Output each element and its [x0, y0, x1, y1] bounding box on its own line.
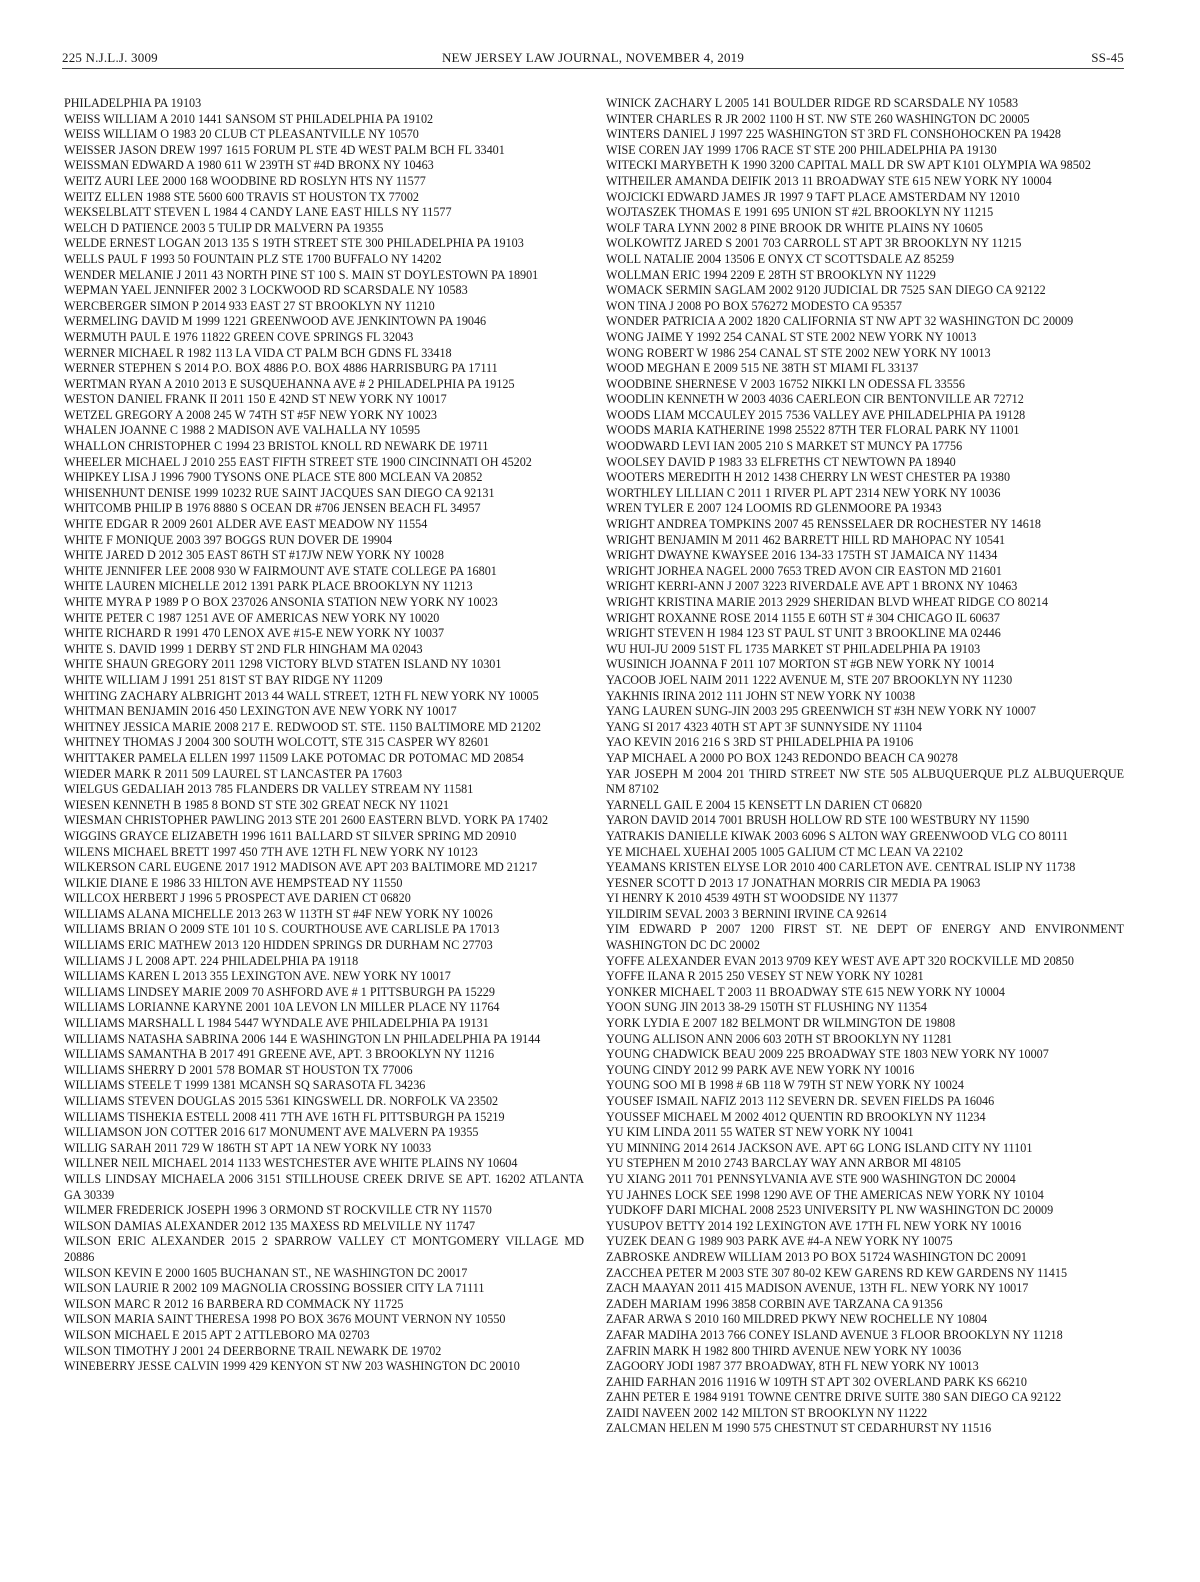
attorney-entry: WILLIAMS SHERRY D 2001 578 BOMAR ST HOUSTON TX 77006 — [64, 1062, 413, 1077]
attorney-entry: YATRAKIS DANIELLE KIWAK 2003 6096 S ALTON WAY GREENWOOD VLG CO 80111 — [606, 828, 1069, 843]
attorney-entry: WOLF TARA LYNN 2002 8 PINE BROOK DR WHITE PLAINS NY 10605 — [606, 220, 983, 235]
attorney-entry: YILDIRIM SEVAL 2003 3 BERNINI IRVINE CA 92614 — [606, 906, 887, 921]
attorney-entry: WITHEILER AMANDA DEIFIK 2013 11 BROADWAY STE 615 NEW YORK NY 10004 — [606, 173, 1052, 188]
attorney-entry: WETZEL GREGORY A 2008 245 W 74TH ST #5F NEW YORK NY 10023 — [64, 407, 437, 422]
attorney-entry: ZAHID FARHAN 2016 11916 W 109TH ST APT 302 OVERLAND PARK KS 66210 — [606, 1374, 1027, 1389]
attorney-entry: WOODBINE SHERNESE V 2003 16752 NIKKI LN ODESSA FL 33556 — [606, 376, 965, 391]
attorney-entry: YESNER SCOTT D 2013 17 JONATHAN MORRIS CIR MEDIA PA 19063 — [606, 875, 981, 890]
attorney-entry: WILSON LAURIE R 2002 109 MAGNOLIA CROSSING BOSSIER CITY LA 71111 — [64, 1281, 485, 1296]
attorney-entry: WILSON ERIC ALEXANDER 2015 2 SPARROW VALLEY CT MONTGOMERY VILLAGE MD 20886 — [64, 1234, 584, 1264]
attorney-entry: WHITNEY THOMAS J 2004 300 SOUTH WOLCOTT, STE 315 CASPER WY 82601 — [64, 735, 490, 750]
attorney-entry: WRIGHT BENJAMIN M 2011 462 BARRETT HILL RD MAHOPAC NY 10541 — [606, 532, 1006, 547]
attorney-entry: WOOD MEGHAN E 2009 515 NE 38TH ST MIAMI FL 33137 — [606, 361, 919, 376]
attorney-entry: WIELGUS GEDALIAH 2013 785 FLANDERS DR VALLEY STREAM NY 11581 — [64, 782, 474, 797]
attorney-entry: YAR JOSEPH M 2004 201 THIRD STREET NW STE 505 ALBUQUERQUE PLZ ALBUQUERQUE NM 87102 — [606, 766, 1124, 797]
attorney-entry: WILLS LINDSAY MICHAELA 2006 3151 STILLHOUSE CREEK DRIVE SE APT. 16202 ATLANTA GA 30339 — [64, 1171, 584, 1202]
attorney-entry: WILLCOX HERBERT J 1996 5 PROSPECT AVE DARIEN CT 06820 — [64, 891, 411, 906]
attorney-entry: YONKER MICHAEL T 2003 11 BROADWAY STE 615 NEW YORK NY 10004 — [606, 984, 1005, 999]
attorney-entry: WINTER CHARLES R JR 2002 1100 H ST. NW STE 260 WASHINGTON DC 20005 — [606, 111, 1030, 126]
publication-title: NEW JERSEY LAW JOURNAL, NOVEMBER 4, 2019 — [441, 50, 745, 65]
attorney-entry: WOODLIN KENNETH W 2003 4036 CAERLEON CIR BENTONVILLE AR 72712 — [606, 392, 1024, 407]
attorney-entry: WON TINA J 2008 PO BOX 576272 MODESTO CA 95357 — [606, 298, 903, 313]
attorney-entry: WEISS WILLIAM O 1983 20 CLUB CT PLEASANTVILLE NY 10570 — [64, 127, 419, 142]
attorney-entry: ZAFAR ARWA S 2010 160 MILDRED PKWY NEW ROCHELLE NY 10804 — [606, 1312, 988, 1327]
attorney-entry: WILLIAMS KAREN L 2013 355 LEXINGTON AVE. NEW YORK NY 10017 — [64, 969, 451, 984]
attorney-entry: YOUSEF ISMAIL NAFIZ 2013 112 SEVERN DR. SEVEN FIELDS PA 16046 — [606, 1094, 995, 1108]
attorney-entry: WORTHLEY LILLIAN C 2011 1 RIVER PL APT 2314 NEW YORK NY 10036 — [606, 485, 1001, 500]
attorney-entry: WOOLSEY DAVID P 1983 33 ELFRETHS CT NEWTOWN PA 18940 — [606, 454, 956, 469]
attorney-entry: WILKERSON CARL EUGENE 2017 1912 MADISON AVE APT 203 BALTIMORE MD 21217 — [64, 860, 538, 875]
attorney-entry: WILLIAMS ALANA MICHELLE 2013 263 W 113TH ST #4F NEW YORK NY 10026 — [64, 906, 493, 921]
attorney-entry: WILSON MARC R 2012 16 BARBERA RD COMMACK NY 11725 — [64, 1296, 404, 1311]
attorney-entry: WILLIAMS MARSHALL L 1984 5447 WYNDALE AVE PHILADELPHIA PA 19131 — [64, 1016, 489, 1031]
header-rule — [62, 68, 1124, 69]
attorney-entry: WILSON TIMOTHY J 2001 24 DEERBORNE TRAIL NEWARK DE 19702 — [64, 1343, 442, 1358]
attorney-entry: YOFFE ILANA R 2015 250 VESEY ST NEW YORK NY 10281 — [606, 969, 924, 984]
attorney-entry: WHITE EDGAR R 2009 2601 ALDER AVE EAST MEADOW NY 11554 — [64, 517, 428, 532]
attorney-entry: WILLIAMS SAMANTHA B 2017 491 GREENE AVE, APT. 3 BROOKLYN NY 11216 — [64, 1047, 495, 1062]
attorney-entry: WHITE F MONIQUE 2003 397 BOGGS RUN DOVER DE 19904 — [64, 532, 393, 547]
attorney-entry: YE MICHAEL XUEHAI 2005 1005 GALIUM CT MC LEAN VA 22102 — [606, 844, 964, 859]
attorney-entry: WENDER MELANIE J 2011 43 NORTH PINE ST 100 S. MAIN ST DOYLESTOWN PA 18901 — [64, 267, 539, 282]
attorney-entry: WILLIAMS J L 2008 APT. 224 PHILADELPHIA PA 19118 — [64, 953, 359, 968]
attorney-entry: WHISENHUNT DENISE 1999 10232 RUE SAINT JACQUES SAN DIEGO CA 92131 — [64, 485, 495, 500]
attorney-entry: YOFFE ALEXANDER EVAN 2013 9709 KEY WEST AVE APT 320 ROCKVILLE MD 20850 — [606, 953, 1074, 968]
attorney-entry: YU JAHNES LOCK SEE 1998 1290 AVE OF THE AMERICAS NEW YORK NY 10104 — [606, 1187, 1044, 1202]
attorney-entry: WILENS MICHAEL BRETT 1997 450 7TH AVE 12TH FL NEW YORK NY 10123 — [64, 844, 478, 859]
attorney-entry: WRIGHT JORHEA NAGEL 2000 7653 TRED AVON CIR EASTON MD 21601 — [606, 563, 1002, 578]
attorney-entry: ZAHN PETER E 1984 9191 TOWNE CENTRE DRIVE SUITE 380 SAN DIEGO CA 92122 — [606, 1390, 1062, 1405]
attorney-entry: WOODS MARIA KATHERINE 1998 25522 87TH TER FLORAL PARK NY 11001 — [606, 423, 1020, 438]
attorney-entry: WERCBERGER SIMON P 2014 933 EAST 27 ST BROOKLYN NY 11210 — [64, 298, 435, 313]
attorney-entry: WRIGHT STEVEN H 1984 123 ST PAUL ST UNIT 3 BROOKLINE MA 02446 — [606, 626, 1001, 641]
attorney-entry: WOJTASZEK THOMAS E 1991 695 UNION ST #2L BROOKLYN NY 11215 — [606, 205, 994, 220]
attorney-entry: WHITE WILLIAM J 1991 251 81ST ST BAY RIDGE NY 11209 — [64, 672, 383, 687]
attorney-entry: WILLIAMS TISHEKIA ESTELL 2008 411 7TH AVE 16TH FL PITTSBURGH PA 15219 — [64, 1109, 505, 1124]
attorney-entry: WRIGHT KRISTINA MARIE 2013 2929 SHERIDAN BLVD WHEAT RIDGE CO 80214 — [606, 595, 1049, 609]
attorney-entry: WEKSELBLATT STEVEN L 1984 4 CANDY LANE EAST HILLS NY 11577 — [64, 205, 452, 220]
attorney-entry: WILLIAMS BRIAN O 2009 STE 101 10 S. COURTHOUSE AVE CARLISLE PA 17013 — [64, 922, 500, 937]
attorney-entry: ZAGOORY JODI 1987 377 BROADWAY, 8TH FL NEW YORK NY 10013 — [606, 1359, 979, 1374]
attorney-entry: WINEBERRY JESSE CALVIN 1999 429 KENYON ST NW 203 WASHINGTON DC 20010 — [64, 1359, 520, 1374]
attorney-entry: WOLKOWITZ JARED S 2001 703 CARROLL ST APT 3R BROOKLYN NY 11215 — [606, 236, 1022, 251]
attorney-entry: WHITCOMB PHILIP B 1976 8880 S OCEAN DR #706 JENSEN BEACH FL 34957 — [64, 501, 481, 516]
attorney-entry: WOODWARD LEVI IAN 2005 210 S MARKET ST MUNCY PA 17756 — [606, 439, 963, 454]
attorney-entry: WELDE ERNEST LOGAN 2013 135 S 19TH STREET STE 300 PHILADELPHIA PA 19103 — [64, 236, 524, 251]
right-column — [606, 96, 1124, 1437]
attorney-entry: WISE COREN JAY 1999 1706 RACE ST STE 200 PHILADELPHIA PA 19130 — [606, 142, 997, 157]
attorney-entry: YUZEK DEAN G 1989 903 PARK AVE #4-A NEW YORK NY 10075 — [606, 1234, 953, 1249]
attorney-entry: WIGGINS GRAYCE ELIZABETH 1996 1611 BALLARD ST SILVER SPRING MD 20910 — [64, 828, 517, 843]
attorney-entry: WU HUI-JU 2009 51ST FL 1735 MARKET ST PHILADELPHIA PA 19103 — [606, 641, 981, 656]
attorney-entry: YU MINNING 2014 2614 JACKSON AVE. APT 6G LONG ISLAND CITY NY 11101 — [606, 1140, 1033, 1155]
attorney-entry: WILSON MICHAEL E 2015 APT 2 ATTLEBORO MA 02703 — [64, 1327, 370, 1342]
attorney-entry: WILLIAMS LORIANNE KARYNE 2001 10A LEVON LN MILLER PLACE NY 11764 — [64, 1000, 500, 1015]
attorney-entry: WILLIAMSON JON COTTER 2016 617 MONUMENT AVE MALVERN PA 19355 — [64, 1125, 479, 1140]
attorney-entry: YOUSSEF MICHAEL M 2002 4012 QUENTIN RD BROOKLYN NY 11234 — [606, 1109, 986, 1124]
attorney-entry: WERNER STEPHEN S 2014 P.O. BOX 4886 P.O. BOX 4886 HARRISBURG PA 17111 — [64, 361, 498, 376]
attorney-entry: WHEELER MICHAEL J 2010 255 EAST FIFTH STREET STE 1900 CINCINNATI OH 45202 — [64, 454, 532, 469]
attorney-entry: WELLS PAUL F 1993 50 FOUNTAIN PLZ STE 1700 BUFFALO NY 14202 — [64, 251, 442, 266]
attorney-entry: YARNELL GAIL E 2004 15 KENSETT LN DARIEN CT 06820 — [606, 797, 922, 812]
attorney-entry: YOUNG SOO MI B 1998 # 6B 118 W 79TH ST NEW YORK NY 10024 — [606, 1078, 964, 1093]
attorney-entry: WEISSER JASON DREW 1997 1615 FORUM PL STE 4D WEST PALM BCH FL 33401 — [64, 142, 505, 157]
attorney-entry: YAKHNIS IRINA 2012 111 JOHN ST NEW YORK NY 10038 — [606, 688, 916, 703]
page-header — [62, 50, 1124, 68]
attorney-entry: WHITING ZACHARY ALBRIGHT 2013 44 WALL STREET, 12TH FL NEW YORK NY 10005 — [64, 688, 539, 703]
attorney-entry: YU STEPHEN M 2010 2743 BARCLAY WAY ANN ARBOR MI 48105 — [606, 1156, 961, 1171]
attorney-entry: WOLL NATALIE 2004 13506 E ONYX CT SCOTTSDALE AZ 85259 — [606, 251, 955, 266]
attorney-entry: WONDER PATRICIA A 2002 1820 CALIFORNIA ST NW APT 32 WASHINGTON DC 20009 — [606, 314, 1074, 329]
attorney-entry: WINTERS DANIEL J 1997 225 WASHINGTON ST 3RD FL CONSHOHOCKEN PA 19428 — [606, 127, 1061, 142]
attorney-entry: WERMELING DAVID M 1999 1221 GREENWOOD AVE JENKINTOWN PA 19046 — [64, 314, 487, 329]
attorney-entry: WHITNEY JESSICA MARIE 2008 217 E. REDWOOD ST. STE. 1150 BALTIMORE MD 21202 — [64, 719, 541, 734]
attorney-entry: WERTMAN RYAN A 2010 2013 E SUSQUEHANNA AVE # 2 PHILADELPHIA PA 19125 — [64, 376, 515, 391]
attorney-entry: YUSUPOV BETTY 2014 192 LEXINGTON AVE 17TH FL NEW YORK NY 10016 — [606, 1218, 1022, 1233]
attorney-entry: WEISSMAN EDWARD A 1980 611 W 239TH ST #4D BRONX NY 10463 — [64, 158, 434, 173]
attorney-entry: WILLIAMS STEVEN DOUGLAS 2015 5361 KINGSWELL DR. NORFOLK VA 23502 — [64, 1094, 499, 1108]
attorney-entry: YACOOB JOEL NAIM 2011 1222 AVENUE M, STE 207 BROOKLYN NY 11230 — [606, 672, 1013, 687]
attorney-entry: WERMUTH PAUL E 1976 11822 GREEN COVE SPRINGS FL 32043 — [64, 329, 414, 344]
attorney-entry: WILSON KEVIN E 2000 1605 BUCHANAN ST., NE WASHINGTON DC 20017 — [64, 1265, 468, 1280]
attorney-entry: WHITE LAUREN MICHELLE 2012 1391 PARK PLACE BROOKLYN NY 11213 — [64, 579, 473, 594]
attorney-entry: WHIPKEY LISA J 1996 7900 TYSONS ONE PLACE STE 800 MCLEAN VA 20852 — [64, 470, 483, 485]
attorney-entry: WHITE MYRA P 1989 P O BOX 237026 ANSONIA STATION NEW YORK NY 10023 — [64, 595, 498, 609]
attorney-entry: YOUNG CINDY 2012 99 PARK AVE NEW YORK NY 10016 — [606, 1062, 915, 1077]
attorney-entry: WEISS WILLIAM A 2010 1441 SANSOM ST PHILADELPHIA PA 19102 — [64, 111, 434, 126]
attorney-entry: WONG JAIME Y 1992 254 CANAL ST STE 2002 NEW YORK NY 10013 — [606, 329, 977, 344]
attorney-entry: WITECKI MARYBETH K 1990 3200 CAPITAL MALL DR SW APT K101 OLYMPIA WA 98502 — [606, 158, 1091, 173]
attorney-entry: WILSON DAMIAS ALEXANDER 2012 135 MAXESS RD MELVILLE NY 11747 — [64, 1218, 476, 1233]
attorney-entry: WILLIAMS STEELE T 1999 1381 MCANSH SQ SARASOTA FL 34236 — [64, 1078, 426, 1093]
attorney-entry: ZAFAR MADIHA 2013 766 CONEY ISLAND AVENUE 3 FLOOR BROOKLYN NY 11218 — [606, 1327, 1063, 1342]
journal-citation: 225 N.J.L.J. 3009 — [62, 50, 158, 65]
attorney-entry: ZADEH MARIAM 1996 3858 CORBIN AVE TARZANA CA 91356 — [606, 1296, 943, 1311]
attorney-entry: WILKIE DIANE E 1986 33 HILTON AVE HEMPSTEAD NY 11550 — [64, 875, 403, 890]
attorney-entry: WOOTERS MEREDITH H 2012 1438 CHERRY LN WEST CHESTER PA 19380 — [606, 470, 1011, 485]
attorney-entry: WIESEN KENNETH B 1985 8 BOND ST STE 302 GREAT NECK NY 11021 — [64, 797, 450, 812]
attorney-entry: YU KIM LINDA 2011 55 WATER ST NEW YORK NY 10041 — [606, 1125, 914, 1140]
attorney-entry: ZABROSKE ANDREW WILLIAM 2013 PO BOX 51724 WASHINGTON DC 20091 — [606, 1249, 1027, 1264]
attorney-entry: WRIGHT DWAYNE KWAYSEE 2016 134-33 175TH ST JAMAICA NY 11434 — [606, 548, 998, 563]
attorney-entry: YORK LYDIA E 2007 182 BELMONT DR WILMINGTON DE 19808 — [606, 1016, 956, 1031]
attorney-entry: WINICK ZACHARY L 2005 141 BOULDER RIDGE RD SCARSDALE NY 10583 — [606, 96, 1019, 110]
attorney-entry: YARON DAVID 2014 7001 BRUSH HOLLOW RD STE 100 WESTBURY NY 11590 — [606, 813, 1030, 828]
attorney-entry: YAP MICHAEL A 2000 PO BOX 1243 REDONDO BEACH CA 90278 — [606, 750, 958, 765]
attorney-entry: WIEDER MARK R 2011 509 LAUREL ST LANCASTER PA 17603 — [64, 766, 403, 781]
attorney-entry: WEPMAN YAEL JENNIFER 2002 3 LOCKWOOD RD SCARSDALE NY 10583 — [64, 283, 468, 298]
attorney-entry: WHITE JENNIFER LEE 2008 930 W FAIRMOUNT AVE STATE COLLEGE PA 16801 — [64, 563, 497, 578]
attorney-entry: WREN TYLER E 2007 124 LOOMIS RD GLENMOORE PA 19343 — [606, 501, 942, 516]
attorney-entry: WOODS LIAM MCCAULEY 2015 7536 VALLEY AVE PHILADELPHIA PA 19128 — [606, 407, 1026, 422]
attorney-entry: YEAMANS KRISTEN ELYSE LOR 2010 400 CARLETON AVE. CENTRAL ISLIP NY 11738 — [606, 860, 1076, 875]
attorney-entry: WELCH D PATIENCE 2003 5 TULIP DR MALVERN PA 19355 — [64, 220, 384, 235]
attorney-entry: WILLIAMS LINDSEY MARIE 2009 70 ASHFORD AVE # 1 PITTSBURGH PA 15229 — [64, 984, 495, 999]
attorney-entry: WHITE SHAUN GREGORY 2011 1298 VICTORY BLVD STATEN ISLAND NY 10301 — [64, 657, 502, 672]
attorney-entry: WUSINICH JOANNA F 2011 107 MORTON ST #GB NEW YORK NY 10014 — [606, 657, 995, 672]
attorney-entry: WHITE S. DAVID 1999 1 DERBY ST 2ND FLR HINGHAM MA 02043 — [64, 641, 423, 656]
attorney-entry: YOON SUNG JIN 2013 38-29 150TH ST FLUSHING NY 11354 — [606, 1000, 927, 1015]
attorney-entry: PHILADELPHIA PA 19103 — [64, 96, 202, 110]
attorney-entry: YANG LAUREN SUNG-JIN 2003 295 GREENWICH ST #3H NEW YORK NY 10007 — [606, 704, 1036, 719]
attorney-entry: WHALLON CHRISTOPHER C 1994 23 BRISTOL KNOLL RD NEWARK DE 19711 — [64, 439, 489, 454]
attorney-entry: WHITE PETER C 1987 1251 AVE OF AMERICAS NEW YORK NY 10020 — [64, 610, 440, 625]
attorney-entry: YOUNG ALLISON ANN 2006 603 20TH ST BROOKLYN NY 11281 — [606, 1031, 953, 1046]
attorney-entry: WHITE RICHARD R 1991 470 LENOX AVE #15-E NEW YORK NY 10037 — [64, 626, 445, 641]
attorney-entry: WILSON MARIA SAINT THERESA 1998 PO BOX 3676 MOUNT VERNON NY 10550 — [64, 1312, 506, 1327]
attorney-entry: WILLIG SARAH 2011 729 W 186TH ST APT 1A NEW YORK NY 10033 — [64, 1140, 432, 1155]
attorney-entry: YU XIANG 2011 701 PENNSYLVANIA AVE STE 900 WASHINGTON DC 20004 — [606, 1171, 1016, 1186]
attorney-entry: WESTON DANIEL FRANK II 2011 150 E 42ND ST NEW YORK NY 10017 — [64, 392, 447, 407]
attorney-entry: WHITE JARED D 2012 305 EAST 86TH ST #17JW NEW YORK NY 10028 — [64, 548, 444, 563]
attorney-entry: WEITZ ELLEN 1988 STE 5600 600 TRAVIS ST HOUSTON TX 77002 — [64, 189, 419, 204]
attorney-entry: YAO KEVIN 2016 216 S 3RD ST PHILADELPHIA PA 19106 — [606, 735, 914, 750]
attorney-entry: WOMACK SERMIN SAGLAM 2002 9120 JUDICIAL DR 7525 SAN DIEGO CA 92122 — [606, 283, 1046, 298]
attorney-entry: ZACH MAAYAN 2011 415 MADISON AVENUE, 13TH FL. NEW YORK NY 10017 — [606, 1281, 1029, 1296]
attorney-entry: WEITZ AURI LEE 2000 168 WOODBINE RD ROSLYN HTS NY 11577 — [64, 173, 426, 188]
attorney-entry: WILLIAMS NATASHA SABRINA 2006 144 E WASHINGTON LN PHILADELPHIA PA 19144 — [64, 1031, 541, 1046]
attorney-entry: WILMER FREDERICK JOSEPH 1996 3 ORMOND ST ROCKVILLE CTR NY 11570 — [64, 1203, 492, 1218]
attorney-entry: WHITTAKER PAMELA ELLEN 1997 11509 LAKE POTOMAC DR POTOMAC MD 20854 — [64, 750, 524, 765]
attorney-entry: WHALEN JOANNE C 1988 2 MADISON AVE VALHALLA NY 10595 — [64, 423, 421, 438]
attorney-entry: WERNER MICHAEL R 1982 113 LA VIDA CT PALM BCH GDNS FL 33418 — [64, 345, 452, 360]
attorney-entry: YI HENRY K 2010 4539 49TH ST WOODSIDE NY 11377 — [606, 891, 898, 906]
attorney-entry: WONG ROBERT W 1986 254 CANAL ST STE 2002 NEW YORK NY 10013 — [606, 345, 991, 360]
page-number: SS-45 — [1091, 50, 1124, 65]
attorney-entry: WRIGHT ROXANNE ROSE 2014 1155 E 60TH ST # 304 CHICAGO IL 60637 — [606, 610, 1000, 625]
attorney-entry: WIESMAN CHRISTOPHER PAWLING 2013 STE 201 2600 EASTERN BLVD. YORK PA 17402 — [64, 813, 549, 828]
attorney-entry: ZAIDI NAVEEN 2002 142 MILTON ST BROOKLYN NY 11222 — [606, 1405, 928, 1420]
attorney-entry: WILLNER NEIL MICHAEL 2014 1133 WESTCHESTER AVE WHITE PLAINS NY 10604 — [64, 1156, 518, 1171]
attorney-entry: YUDKOFF DARI MICHAL 2008 2523 UNIVERSITY PL NW WASHINGTON DC 20009 — [606, 1203, 1054, 1218]
attorney-entry: WHITMAN BENJAMIN 2016 450 LEXINGTON AVE NEW YORK NY 10017 — [64, 704, 457, 719]
attorney-entry: WRIGHT KERRI-ANN J 2007 3223 RIVERDALE AVE APT 1 BRONX NY 10463 — [606, 579, 1018, 594]
attorney-entry: WILLIAMS ERIC MATHEW 2013 120 HIDDEN SPRINGS DR DURHAM NC 27703 — [64, 938, 493, 953]
attorney-entry: WRIGHT ANDREA TOMPKINS 2007 45 RENSSELAER DR ROCHESTER NY 14618 — [606, 517, 1041, 532]
attorney-entry: YANG SI 2017 4323 40TH ST APT 3F SUNNYSIDE NY 11104 — [606, 719, 922, 734]
left-column — [64, 96, 584, 1375]
attorney-entry: ZALCMAN HELEN M 1990 575 CHESTNUT ST CEDARHURST NY 11516 — [606, 1421, 992, 1436]
attorney-entry: WOLLMAN ERIC 1994 2209 E 28TH ST BROOKLYN NY 11229 — [606, 267, 936, 282]
attorney-entry: YOUNG CHADWICK BEAU 2009 225 BROADWAY STE 1803 NEW YORK NY 10007 — [606, 1047, 1049, 1062]
attorney-entry: WOJCICKI EDWARD JAMES JR 1997 9 TAFT PLACE AMSTERDAM NY 12010 — [606, 189, 1020, 204]
attorney-entry: ZAFRIN MARK H 1982 800 THIRD AVENUE NEW YORK NY 10036 — [606, 1343, 962, 1358]
attorney-entry: YIM EDWARD P 2007 1200 FIRST ST. NE DEPT OF ENERGY AND ENVIRONMENT WASHINGTON DC DC 20002 — [606, 922, 1124, 953]
attorney-entry: ZACCHEA PETER M 2003 STE 307 80-02 KEW GARENS RD KEW GARDENS NY 11415 — [606, 1265, 1068, 1280]
